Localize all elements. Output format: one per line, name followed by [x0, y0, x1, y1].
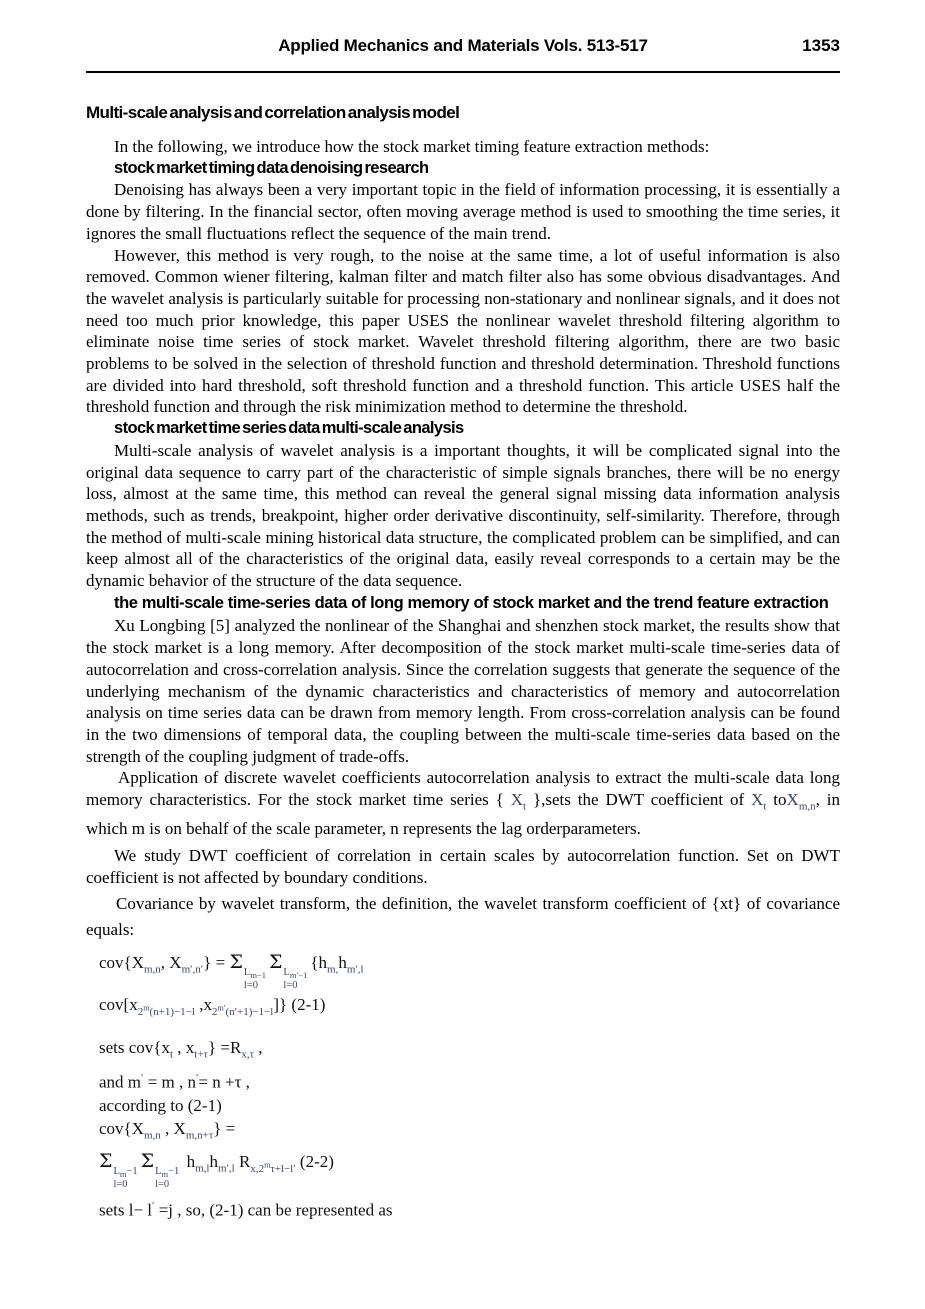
- paragraph-long-memory-2: Application of discrete wavelet coefficients autocorrelation analysis to extract the multi-scale data long memory characteristics. For the stock market time series { $X_t$ },sets the DWT coefficient of $X_t$ toX$_{m,n}$, in which m is on behalf of the scale parameter, n represents the lag orderparameters.: [86, 768, 840, 839]
- equation-2-2-line1: $cov\{X_{m,n}$ , $X_{m,n+\tau}$} =: [99, 1119, 236, 1142]
- equation-according-note: according to (2-1): [99, 1095, 222, 1115]
- equation-2-1-line2: $cov[x_{2^m(n+1)-1-l}$ $,x_{2^{m'}(n'+1)-1-l}$]} (2-1): [99, 995, 326, 1018]
- paragraph-long-memory-3: We study DWT coefficient of correlation in certain scales by autocorrelation function. Set on DWT coefficient is not affected by boundary conditions.: [86, 845, 840, 887]
- equation-substitutions: and m′ = m , n′= n +τ ,: [99, 1071, 250, 1092]
- equation-2-1-line1: $cov\{X_{m,n}$, $X_{m',n'}\} = \Sigma$ $L_{m-1}$ l=0 Σ $L_{m'-1}$ l=0 {$h_{m,}h_{m',l}$: [99, 951, 364, 992]
- intro-paragraph: In the following, we introduce how the stock market timing feature extraction methods:: [114, 137, 710, 156]
- journal-title: Applied Mechanics and Materials Vols. 513-517: [278, 36, 648, 55]
- page-number: 1353: [802, 36, 840, 55]
- subsection-heading-denoising: stock market timing data denoising research: [114, 158, 429, 177]
- running-head: [86, 30, 840, 56]
- equation-sets-covariance: sets $cov\{x_t$ , $x_{t+\tau}\} =R_{x,\tau}$ ,: [99, 1037, 263, 1061]
- main-section-heading: Multi-scale analysis and correlation analysis model: [86, 103, 460, 122]
- paragraph-long-memory-1: Xu Longbing [5] analyzed the nonlinear of the Shanghai and shenzhen stock market, the results show that the stock market is a long memory. After decomposition of the stock market multi-scale time-series data of autocorrelation and cross-correlation analysis. Since the correlation suggests that generate the sequence of the underlying mechanism of the dynamic characteristics and characteristics of memory and autocorrelation analysis on time series data can be drawn from memory length. From cross-correlation analysis can be found in the two dimensions of temporal data, the coupling between the multi-scale time-series data based on the strength of the coupling judgment of trade-offs.: [86, 616, 840, 766]
- paragraph-multiscale-1: Multi-scale analysis of wavelet analysis is a important thoughts, it will be complicated signal into the original data sequence to carry part of the characteristic of simple signals branches, there will be no energy loss, almost at the same time, this method can reveal the general signal missing data information analysis methods, such as trends, breakpoint, higher order derivative discontinuity, self-similarity. Therefore, through the method of multi-scale mining historical data structure, the complicated problem can be simplified, and can keep almost all of the characteristics of the original data, easily reveal corresponds to a certain may be the dynamic behavior of the structure of the data sequence.: [86, 440, 840, 591]
- subsection-heading-multiscale: stock market time series data multi-scale analysis: [114, 419, 464, 438]
- paragraph-denoising-1: Denoising has always been a very important topic in the field of information processing, it is essentially a done by filtering. In the financial sector, often moving average method is used to smoothing the time series, it ignores the small fluctuations reflect the sequence of the main trend.: [86, 180, 840, 243]
- header-rule: [86, 71, 840, 73]
- paragraph-denoising-2: However, this method is very rough, to the noise at the same time, a lot of useful information is also removed. Common wiener filtering, kalman filter and match filter also has some obvious disadvantages. And the wavelet analysis is particularly suitable for processing non-stationary and nonlinear signals, and it does not need too much prior knowledge, this paper USES the nonlinear wavelet threshold filtering algorithm to eliminate noise time series of stock market. Wavelet threshold filtering algorithm, there are two basic problems to be solved in the selection of threshold function and threshold determination. Threshold functions are divided into hard threshold, soft threshold function and a threshold function. This article USES half the threshold function and through the risk minimization method to determine the threshold.: [86, 245, 840, 417]
- subsection-heading-long-memory: the multi-scale time-series data of long memory of stock market and the trend feature extraction: [114, 593, 829, 612]
- equation-sets-j-note: sets l− l′ =j , so, (2-1) can be represented as: [99, 1200, 393, 1220]
- equation-2-2-line2: Σ $L_m-1$ l=0 Σ $L_m-1$ l=0 $h_{m,l}h_{m',l}$ $R_{x,2^m\tau+l-l'}$ (2-2): [99, 1150, 334, 1191]
- paragraph-covariance-intro: Covariance by wavelet transform, the definition, the wavelet transform coefficient of {xt} of covariance equals:: [86, 894, 840, 940]
- equation-block: [99, 949, 840, 1222]
